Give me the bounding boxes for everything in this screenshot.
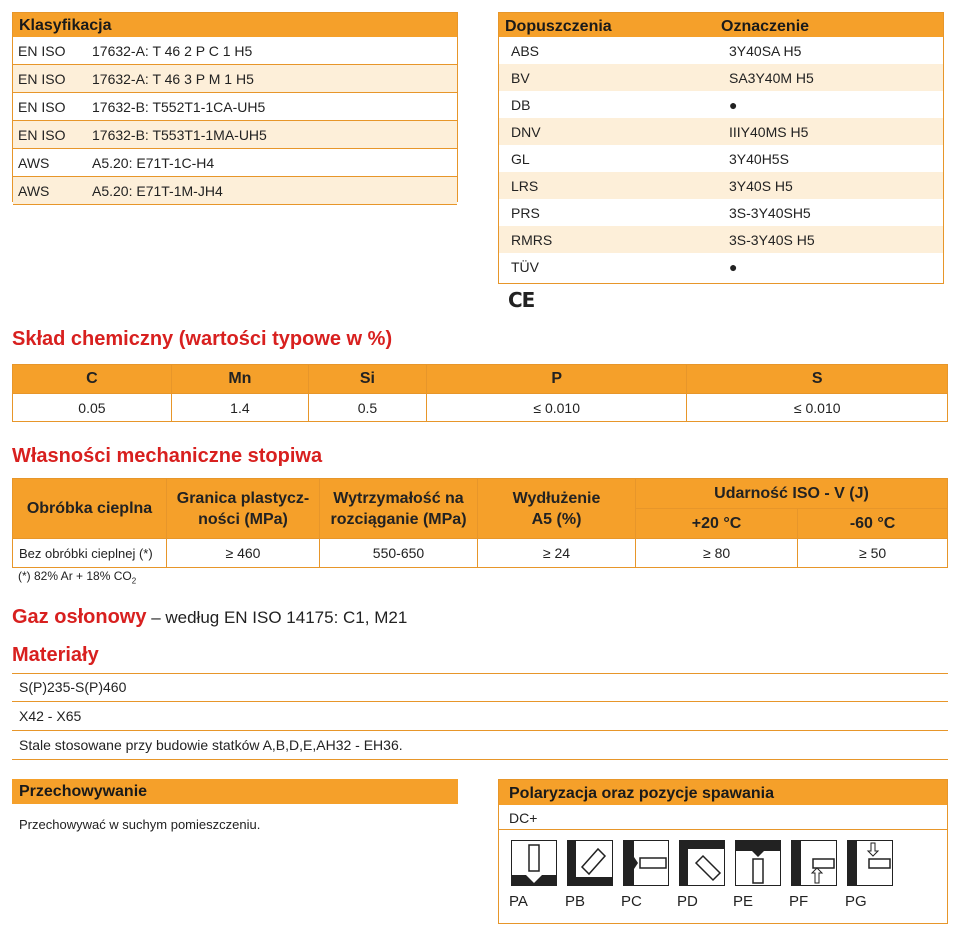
- przechowywanie-header: Przechowywanie: [12, 779, 458, 804]
- table-row: BV SA3Y40M H5: [499, 64, 943, 91]
- klasyfikacja-header: Klasyfikacja: [13, 13, 457, 37]
- table-row: RMRS 3S-3Y40S H5: [499, 226, 943, 253]
- table-row: EN ISO 17632-A: T 46 3 P M 1 H5: [13, 65, 457, 93]
- table-row: AWS A5.20: E71T-1C-H4: [13, 149, 457, 177]
- position-pa-icon: [511, 840, 557, 886]
- table-row: 0.05 1.4 0.5 ≤ 0.010 ≤ 0.010: [13, 394, 948, 422]
- position-pd-icon: [679, 840, 725, 886]
- table-row: TÜV ●: [511, 258, 738, 275]
- klasyfikacja-rows: [13, 37, 457, 205]
- materialy-line: Stale stosowane przy budowie statków A,B,D,E,AH32 - EH36.: [12, 732, 948, 760]
- table-row: PRS 3S-3Y40SH5: [511, 204, 811, 221]
- table-row: EN ISO 17632-A: T 46 2 P C 1 H5: [13, 37, 457, 65]
- table-header-row: C Mn Si P S: [13, 365, 948, 394]
- table-row: DNV IIIY40MS H5: [499, 118, 943, 145]
- table-row: AWS A5.20: E71T-1M-JH4: [13, 177, 457, 205]
- table-row: LRS 3Y40S H5: [499, 172, 943, 199]
- position-pe-icon: [735, 840, 781, 886]
- przechowywanie-text: Przechowywać w suchym pomieszczeniu.: [19, 817, 261, 832]
- position-label: PA: [509, 893, 528, 910]
- table-row: DB ●: [511, 96, 738, 113]
- position-label: PE: [733, 893, 754, 910]
- position-pg-icon: [847, 840, 893, 886]
- oznaczenie-header: Oznaczenie: [721, 18, 810, 35]
- position-label: PC: [621, 893, 642, 910]
- position-label: PB: [565, 893, 586, 910]
- gaz-title: Gaz osłonowy: [12, 606, 147, 628]
- materialy-title: Materiały: [12, 644, 99, 666]
- polarity-value: DC+: [499, 805, 947, 830]
- table-row: Bez obróbki cieplnej (*) ≥ 460 550-650 ≥ 24 ≥ 80 ≥ 50: [13, 539, 948, 568]
- dopuszczenia-table: [498, 12, 944, 284]
- position-pc-icon: [623, 840, 669, 886]
- table-row: EN ISO 17632-B: T553T1-1MA-UH5: [13, 121, 457, 149]
- polaryzacja-header: Polaryzacja oraz pozycje spawania: [499, 780, 947, 805]
- position-label: PF: [789, 893, 809, 910]
- sklad-table: [12, 364, 948, 422]
- table-row: EN ISO 17632-B: T552T1-1CA-UH5: [13, 93, 457, 121]
- footnote: (*) 82% Ar + 18% $CO_2$: [18, 569, 137, 586]
- mechaniczne-title: Własności mechaniczne stopiwa: [12, 445, 323, 467]
- mechaniczne-table: [12, 478, 948, 568]
- ce-mark: CE: [508, 288, 535, 312]
- position-pb-icon: [567, 840, 613, 886]
- table-header-row: Obróbka cieplna Granica plastycz- ności (MPa) Wytrzymałość na rozciąganie (MPa) Wydłużenie A5 (%) Udarność ISO - V (J): [13, 479, 948, 509]
- position-label: PD: [677, 893, 698, 910]
- position-label: PG: [845, 893, 867, 910]
- gaz-line: [12, 606, 407, 629]
- dopuszczenia-header: [499, 13, 943, 37]
- dopuszczenia-header-left: Dopuszczenia: [505, 18, 612, 35]
- sklad-title: Skład chemiczny (wartości typowe w %): [12, 328, 393, 350]
- klasyfikacja-table: [12, 12, 458, 202]
- table-row: GL 3Y40H5S: [511, 150, 789, 167]
- table-header-row: +20 °C -60 °C: [13, 509, 948, 539]
- position-pf-icon: [791, 840, 837, 886]
- materialy-line: X42 - X65: [12, 703, 948, 731]
- materialy-line: S(P)235-S(P)460: [12, 674, 948, 702]
- dopuszczenia-rows: [499, 37, 943, 280]
- table-row: ABS 3Y40SA H5: [511, 42, 802, 59]
- gaz-text: – według EN ISO 14175: C1, M21: [146, 608, 408, 627]
